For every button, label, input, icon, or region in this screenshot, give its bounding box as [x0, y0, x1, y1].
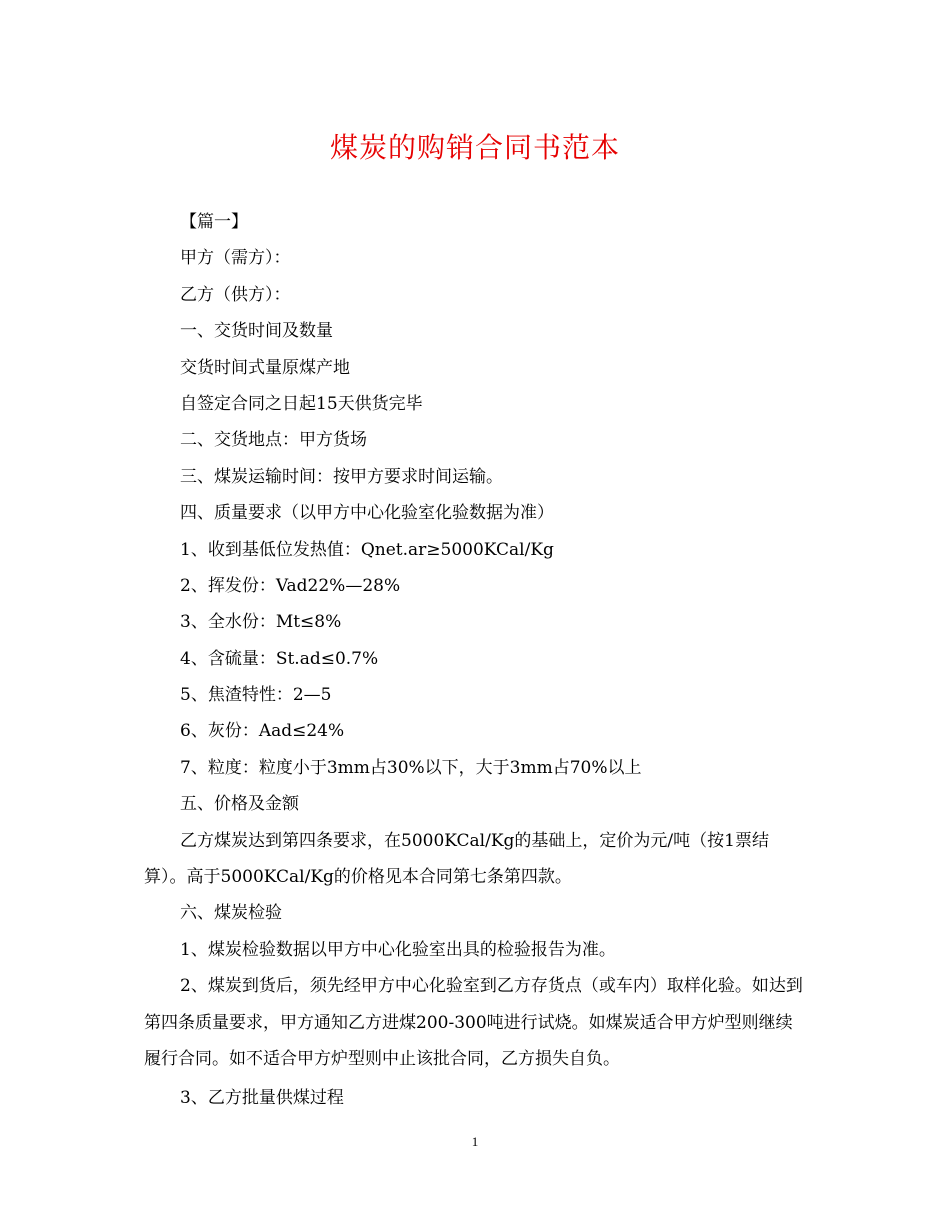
inspection-item: 2、煤炭到货后，须先经甲方中心化验室到乙方存货点（或车内）取样化验。如达到第四条质量要求，甲方通知乙方进煤200-300吨进行试烧。如煤炭适合甲方炉型则继续履行合同。如不适合甲方炉型则中止该批合同，乙方损失自负。: [144, 976, 803, 1070]
document-title: 煤炭的购销合同书范本: [329, 131, 620, 164]
clause-5-heading: 五、价格及金额: [180, 794, 299, 815]
clause-3-heading: 三、煤炭运输时间：按甲方要求时间运输。: [180, 466, 503, 487]
inspection-item: 1、煤炭检验数据以甲方中心化验室出具的检验报告为准。: [180, 939, 616, 960]
party-b-line: 乙方（供方）：: [180, 284, 291, 305]
party-a-line: 甲方（需方）：: [180, 248, 291, 269]
section-heading-part-one: 【篇一】: [180, 212, 248, 232]
quality-item: 4、含硫量：St.ad≤0.7%: [180, 648, 379, 669]
quality-item: 3、全水份：Mt≤8%: [180, 612, 342, 633]
quality-item: 6、灰份：Aad≤24%: [180, 721, 345, 742]
inspection-item: 3、乙方批量供煤过程: [180, 1088, 344, 1109]
clause-1-detail: 交货时间式量原煤产地: [180, 357, 350, 378]
clause-1-heading: 一、交货时间及数量: [180, 321, 333, 342]
quality-item: 1、收到基低位发热值：Qnet.ar≥5000KCal/Kg: [180, 539, 554, 560]
clause-2-heading: 二、交货地点：甲方货场: [180, 430, 367, 451]
quality-item: 2、挥发份：Vad22%—28%: [180, 575, 401, 596]
document-body: [144, 204, 804, 1117]
clause-4-heading: 四、质量要求（以甲方中心化验室化验数据为准）: [180, 503, 554, 524]
clause-6-heading: 六、煤炭检验: [180, 903, 282, 924]
quality-item: 7、粒度：粒度小于3mm占30%以下，大于3mm占70%以上: [180, 757, 642, 778]
quality-item: 5、焦渣特性：2—5: [180, 685, 332, 706]
price-paragraph: 乙方煤炭达到第四条要求，在5000KCal/Kg的基础上，定价为元/吨（按1票结算）。高于5000KCal/Kg的价格见本合同第七条第四款。: [144, 830, 769, 888]
clause-1-deadline: 自签定合同之日起15天供货完毕: [180, 393, 423, 414]
page-number: 1: [471, 1134, 479, 1149]
